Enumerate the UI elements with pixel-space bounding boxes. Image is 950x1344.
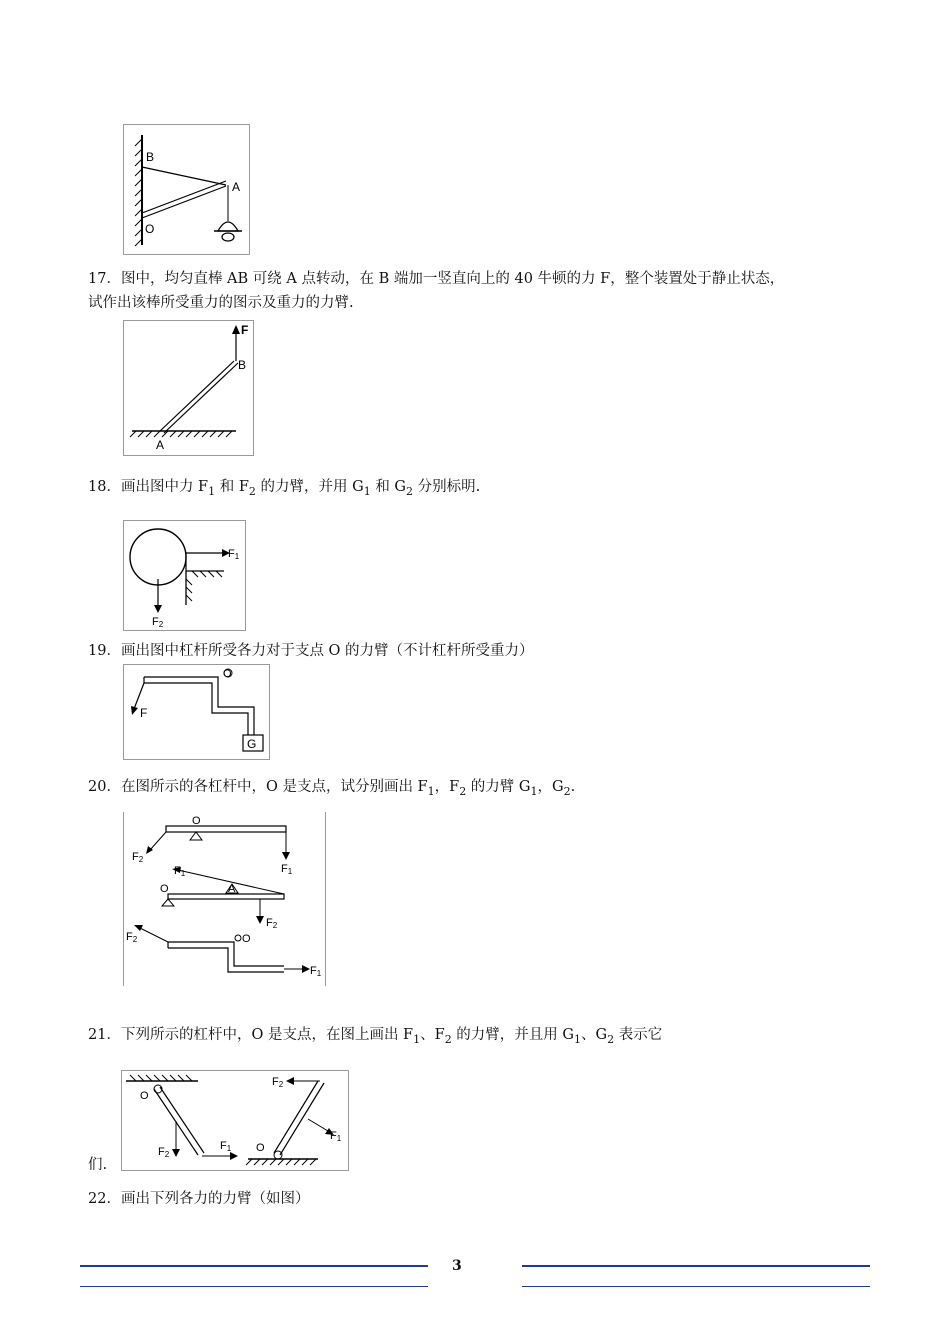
- q21-sub-3: 1: [574, 1032, 581, 1046]
- q21-sub-1: 1: [413, 1032, 421, 1046]
- q18-mid-2: 的力臂，并用 G: [255, 479, 364, 495]
- question-22: 22．画出下列各力的力臂（如图）: [88, 1191, 310, 1207]
- q20-sub-2: 2: [459, 784, 467, 798]
- fig17-label-b: B: [238, 358, 247, 372]
- q18-sub-3: 1: [363, 484, 371, 498]
- page-number: 3: [452, 1258, 462, 1274]
- fig21-left-label-f2: F2: [158, 1146, 170, 1159]
- q18-prefix: 18．画出图中力 F: [88, 479, 209, 495]
- fig20-top-label-f2: F2: [132, 851, 144, 864]
- fig16-label-b: B: [146, 150, 155, 164]
- q18-mid-3: 和 G: [370, 479, 407, 495]
- fig21-right-label-f2: F2: [272, 1076, 284, 1089]
- q20-sub-3: 1: [530, 784, 538, 798]
- question-17-line-1: 17．图中，均匀直棒 AB 可绕 A 点转动，在 B 端加一竖直向上的 40 牛顿的力 F，整个装置处于静止状态，: [88, 271, 785, 287]
- fig20-bot-label-f1: F1: [310, 965, 322, 978]
- q20-sub-4: 2: [563, 784, 571, 798]
- fig17-label-f: F: [241, 323, 249, 337]
- question-18: [88, 476, 480, 503]
- q20-sub-1: 1: [427, 784, 435, 798]
- figure-19-bent-lever: [123, 664, 270, 760]
- q20-mid-1: ，F: [434, 779, 460, 795]
- fig20-top-label-o: O: [192, 815, 201, 827]
- fig20-mid-label-a: A: [228, 883, 236, 895]
- fig18-label-f2: F2: [152, 616, 164, 629]
- fig21-right-label-o: O: [256, 1142, 265, 1154]
- figure-16-bracket-lamp: [123, 124, 250, 255]
- fig20-bot-label-o: O: [242, 933, 251, 945]
- q18-sub-4: 2: [406, 484, 414, 498]
- q20-suffix: .: [570, 779, 576, 795]
- q21-sub-4: 2: [607, 1032, 615, 1046]
- fig21-left-label-o: O: [140, 1090, 149, 1102]
- question-19: 19．画出图中杠杆所受各力对于支点 O 的力臂（不计杠杆所受重力）: [88, 643, 534, 659]
- q18-mid-1: 和 F: [215, 479, 249, 495]
- fig16-label-a: A: [232, 180, 241, 194]
- question-21-continued: 们.: [88, 1157, 108, 1173]
- figure-18-wheel-step: [123, 520, 246, 631]
- fig20-mid-label-f2: F2: [266, 917, 278, 930]
- q21-mid-1: 、F: [420, 1027, 445, 1043]
- q18-sub-1: 1: [208, 484, 216, 498]
- fig20-top-label-f1: F1: [281, 863, 293, 876]
- question-17-line-2: 试作出该棒所受重力的图示及重力的力臂.: [88, 295, 354, 311]
- footer-rule-left-bottom: [80, 1286, 428, 1287]
- figure-20-three-levers: [123, 812, 326, 986]
- q21-mid-2: 的力臂，并且用 G: [451, 1027, 574, 1043]
- fig19-label-f: F: [140, 706, 148, 720]
- question-20: [88, 776, 575, 803]
- fig16-label-o: O: [145, 222, 155, 236]
- footer-rule-right-bottom: [522, 1286, 870, 1287]
- q20-mid-2: 的力臂 G: [466, 779, 531, 795]
- q20-prefix: 20．在图所示的各杠杆中，O 是支点，试分别画出 F: [88, 779, 428, 795]
- question-21: [88, 1024, 662, 1051]
- q20-mid-3: ，G: [537, 779, 564, 795]
- q21-prefix: 21．下列所示的杠杆中，O 是支点，在图上画出 F: [88, 1027, 414, 1043]
- fig21-right-label-f1: F1: [330, 1130, 342, 1143]
- q21-suffix: 表示它: [614, 1027, 663, 1043]
- q21-mid-3: 、G: [581, 1027, 608, 1043]
- fig17-label-a: A: [156, 438, 165, 452]
- q21-sub-2: 2: [444, 1032, 452, 1046]
- fig19-label-o: O: [223, 668, 232, 680]
- figure-21-two-levers: [121, 1070, 349, 1171]
- footer-rule-left-top: [80, 1265, 428, 1267]
- footer-rule-right-top: [522, 1265, 870, 1267]
- q18-sub-2: 2: [248, 484, 256, 498]
- figure-17-inclined-rod: [123, 320, 254, 456]
- fig18-label-f1: F1: [228, 548, 240, 561]
- fig20-mid-label-f1: F1: [174, 865, 186, 878]
- fig19-label-g: G: [247, 737, 257, 751]
- fig21-left-label-f1: F1: [220, 1140, 232, 1153]
- fig20-bot-label-f2: F2: [126, 931, 138, 944]
- fig20-mid-label-o: O: [160, 883, 169, 895]
- q18-suffix: 分别标明.: [413, 479, 481, 495]
